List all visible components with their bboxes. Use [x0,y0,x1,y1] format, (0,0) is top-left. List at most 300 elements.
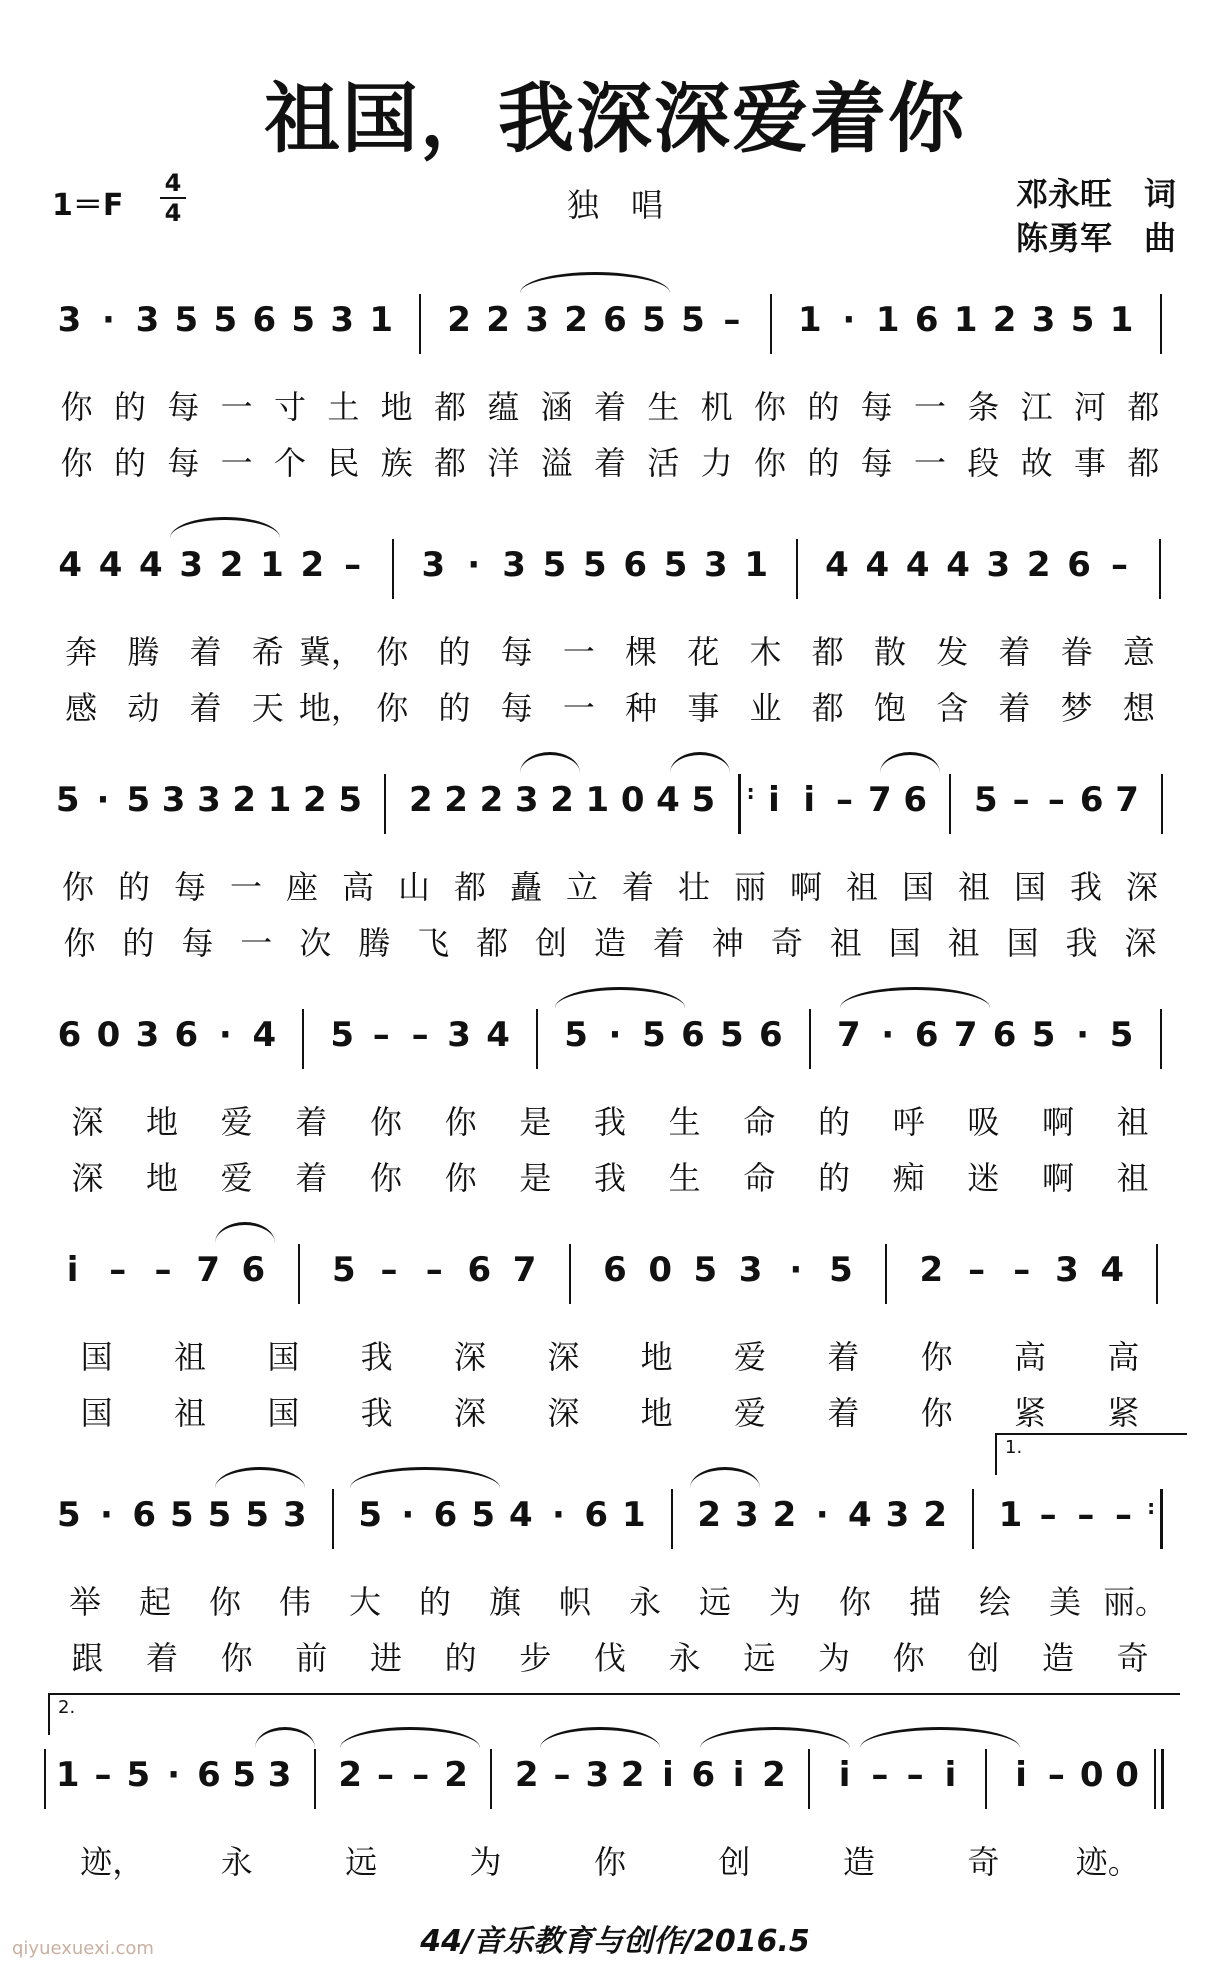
lyric-syllable: 每 [173,868,206,906]
barline [298,1244,300,1304]
lyric-syllable: 生 [647,388,680,426]
lyric-syllable: 爱 [220,1103,253,1141]
lyric-syllable: 的 [807,388,840,426]
lyric-syllable: 是 [519,1159,552,1197]
lyric-syllable: 土 [327,388,360,426]
note: – [836,780,854,820]
note: 2 [762,1755,786,1795]
note: 1 [953,300,978,340]
lyric-syllable: 深 [71,1159,104,1197]
lyric-syllable: 你 [838,1583,871,1621]
lyric-syllable: 着 [652,924,685,962]
barline [302,1009,304,1069]
lyric-syllable: 地 [380,388,413,426]
note: 6 [174,1015,199,1055]
lyric-syllable: 每 [860,388,893,426]
note: 2 [232,780,257,820]
lyric-syllable: 山 [397,868,430,906]
slur [170,517,280,538]
lyric-syllable: 着 [621,868,654,906]
note: – [376,1755,394,1795]
note-row [50,1250,1180,1300]
note: 5 [829,1250,853,1290]
lyric-syllable: 国 [80,1338,113,1376]
lyric-syllable: 的 [418,1583,451,1621]
note: 5 [56,1495,81,1535]
note: – [1115,1495,1132,1535]
barline [1159,539,1161,599]
note: 7 [196,1250,221,1290]
lyric-syllable: 造 [1041,1639,1074,1677]
lyric-syllable: 为 [817,1639,850,1677]
barline [1160,1009,1162,1069]
lyric-syllable: 深 [547,1338,580,1376]
lyric-syllable: 江 [1020,388,1053,426]
barline [770,294,772,354]
note: – [109,1250,127,1290]
lyric-syllable: 着 [295,1103,328,1141]
lyric-syllable: 国 [80,1394,113,1432]
barline [1161,1749,1164,1809]
barline [332,1489,334,1549]
lyric-syllable: 你 [376,633,409,671]
lyric-syllable: 你 [63,924,96,962]
note: 0 [96,1015,121,1055]
lyric-syllable: 我 [1069,868,1102,906]
lyric-syllable: 的 [438,633,471,671]
time-signature-bottom: 4 [164,199,182,227]
time-signature-top: 4 [164,169,182,197]
note: · [552,1495,565,1535]
note: 5 [720,1015,744,1055]
slur [690,1467,760,1488]
lyric-syllable: 壮 [677,868,710,906]
note: i [768,780,780,820]
lyric-syllable: 为 [768,1583,801,1621]
lyric-syllable: 深 [547,1394,580,1432]
note: 0 [1079,1755,1104,1795]
lyric-syllable: 永 [668,1639,701,1677]
lyric-syllable: 啊 [1041,1103,1074,1141]
note: 1 [267,780,292,820]
lyric-syllable: 冀， [298,633,363,671]
note: 4 [252,1015,277,1055]
lyric-syllable: 都 [453,868,486,906]
note: 3 [502,545,526,585]
note: 6 [603,300,627,340]
lyric-syllable: 机 [700,388,733,426]
lyric-syllable: 事 [1073,444,1106,482]
barline [809,1009,811,1069]
lyric-syllable: 动 [127,689,160,727]
note: 1 [875,300,900,340]
note: 4 [865,545,890,585]
note: 5 [564,1015,588,1055]
lyric-syllable: 散 [873,633,906,671]
note: 3 [734,1495,759,1535]
slur [215,1467,305,1488]
note: 3 [161,780,186,820]
note-row [50,1015,1180,1065]
note: 1 [260,545,284,585]
lyric-syllable: 伐 [593,1639,626,1677]
note: 6 [57,1015,82,1055]
lyric-syllable: 我 [593,1103,626,1141]
note: · [842,300,856,340]
note: i [662,1755,674,1795]
lyric-syllable: 造 [842,1843,875,1881]
barline [1154,1749,1156,1809]
lyric-syllable: 高 [1013,1338,1046,1376]
barline [1156,1244,1158,1304]
note: 3 [330,300,355,340]
lyric-syllable: 着 [145,1639,178,1677]
note: 7 [512,1250,537,1290]
lyric-syllable: 一 [562,633,595,671]
note: 7 [1115,780,1139,820]
note: 6 [467,1250,492,1290]
lyric-syllable: 丽 [733,868,766,906]
volta-number: 2. [58,1697,76,1718]
lyric-syllable: 你 [920,1338,953,1376]
note: 5 [330,1015,355,1055]
note: 5 [358,1495,382,1535]
lyric-syllable: 高 [1107,1338,1140,1376]
lyric-syllable: 腾 [127,633,160,671]
lyric-syllable: 着 [189,689,222,727]
lyric-syllable: 丽。 [1102,1583,1167,1621]
note: 6 [992,1015,1017,1055]
barline [1160,294,1162,354]
lyric-syllable: 进 [369,1639,402,1677]
note: · [401,1495,415,1535]
note: – [1012,780,1030,820]
slur [840,987,990,1008]
lyric-syllable: 美 [1048,1583,1081,1621]
lyric-syllable: 事 [687,689,720,727]
lyric-syllable: 旗 [488,1583,521,1621]
lyric-syllable: 都 [476,924,509,962]
lyric-syllable: 着 [827,1338,860,1376]
lyric-syllable: 你 [376,689,409,727]
note: 3 [135,300,160,340]
note: 2 [444,780,468,820]
performance-form: 独 唱 [566,186,663,224]
note: 6 [914,300,939,340]
lyric-syllable: 地， [298,689,363,727]
lyric-syllable: 创 [535,924,568,962]
note: 2 [303,780,327,820]
barline [490,1749,492,1809]
lyric-syllable: 木 [749,633,782,671]
note: 1 [1109,300,1134,340]
lyric-syllable: 国 [267,1394,300,1432]
note: 3 [738,1250,763,1290]
lyric-syllable: 着 [998,689,1031,727]
note: 2 [697,1495,721,1535]
lyric-syllable: 每 [860,444,893,482]
lyric-syllable: 起 [138,1583,171,1621]
lyric-syllable: 你 [61,868,94,906]
note: 5 [471,1495,495,1535]
lyric-syllable: 的 [807,444,840,482]
lyric-syllable: 奇 [1116,1639,1149,1677]
lyric-syllable: 的 [444,1639,477,1677]
note: – [94,1755,112,1795]
lyric-syllable: 深 [453,1394,486,1432]
lyric-syllable: 是 [519,1103,552,1141]
lyric-syllable: 一 [913,444,946,482]
note: · [218,1015,232,1055]
note: 5 [232,1755,257,1795]
lyric-syllable: 都 [811,689,844,727]
lyric-syllable: 绘 [978,1583,1011,1621]
lyric-syllable: 的 [817,1103,850,1141]
lyric-syllable: 我 [360,1394,393,1432]
lyric-syllable: 都 [1127,388,1160,426]
barline [1160,1489,1163,1549]
lyric-syllable: 深 [1124,924,1157,962]
lyric-syllable: 造 [593,924,626,962]
note: 5 [973,780,998,820]
lyric-syllable: 创 [967,1639,1000,1677]
note: – [411,1015,429,1055]
lyric-syllable: 每 [167,388,200,426]
watermark: qiyuexuexi.com [12,1938,154,1959]
lyric-syllable: 神 [711,924,744,962]
barline [738,774,741,834]
note: 3 [197,780,221,820]
lyric-syllable: 祖 [173,1338,206,1376]
note: 5 [691,780,716,820]
lyric-syllable: 你 [60,444,93,482]
lyric-syllable: 爱 [733,1338,766,1376]
repeat-dots: : [1147,1495,1156,1519]
lyric-syllable: 大 [348,1583,381,1621]
note: 6 [241,1250,266,1290]
lyric-syllable: 啊 [789,868,822,906]
volta-number: 1. [1005,1437,1023,1458]
lyric-syllable: 祖 [947,924,980,962]
lyric-syllable: 每 [500,689,533,727]
note: i [1015,1755,1027,1795]
note: 5 [169,1495,194,1535]
lyric-syllable: 爱 [220,1159,253,1197]
note: 4 [58,545,82,585]
lyric-syllable: 花 [687,633,720,671]
lyric-syllable: 飞 [417,924,450,962]
barline [536,1009,538,1069]
lyric-syllable: 步 [519,1639,552,1677]
note: · [467,545,481,585]
lyric-syllable: 着 [827,1394,860,1432]
note: – [154,1250,172,1290]
note: 0 [1115,1755,1139,1795]
note: 7 [836,1015,861,1055]
note: 6 [759,1015,783,1055]
note: 1 [998,1495,1023,1535]
note: 4 [825,545,849,585]
slur [520,272,670,293]
note: 4 [486,1015,510,1055]
lyric-syllable: 每 [500,633,533,671]
note: – [425,1250,443,1290]
lyric-syllable: 的 [113,388,146,426]
note: 3 [447,1015,471,1055]
note: 2 [564,300,588,340]
note: – [968,1250,986,1290]
lyric-syllable: 祖 [829,924,862,962]
lyric-syllable: 段 [967,444,1000,482]
note: – [1077,1495,1095,1535]
lyric-syllable: 你 [753,444,786,482]
note: – [380,1250,398,1290]
lyric-syllable: 涵 [540,388,573,426]
note: 2 [219,545,244,585]
lyric-syllable: 梦 [1060,689,1093,727]
lyric-syllable: 寸 [273,388,306,426]
lyric-syllable: 国 [888,924,921,962]
note: 5 [542,545,567,585]
lyric-syllable: 一 [562,689,595,727]
credits [1016,172,1176,260]
lyric-syllable: 奇 [967,1843,1000,1881]
note: – [412,1755,430,1795]
note: 1 [55,1755,80,1795]
lyric-syllable: 爱 [733,1394,766,1432]
slur [215,1222,275,1243]
lyric-syllable: 座 [285,868,318,906]
lyric-syllable: 创 [718,1843,751,1881]
note-row [50,1495,1180,1545]
note: 3 [525,300,549,340]
note: 3 [1055,1250,1079,1290]
lyric-syllable: 饱 [873,689,906,727]
lyric-syllable: 紧 [1013,1394,1046,1432]
note: 0 [620,780,645,820]
note: – [1047,780,1065,820]
lyric-syllable: 跟 [71,1639,104,1677]
note: 6 [903,780,927,820]
lyric-syllable: 你 [892,1639,925,1677]
note: i [944,1755,957,1795]
lyric-syllable: 每 [167,444,200,482]
composer: 陈勇军 曲 [1015,219,1176,257]
lyric-syllable: 举 [68,1583,101,1621]
barline [1161,774,1163,834]
note: 3 [57,300,82,340]
lyric-syllable: 啊 [1041,1159,1074,1197]
note: – [1110,545,1128,585]
footer-citation: 44/音乐教育与创作/2016.5 [420,1924,810,1959]
lyric-syllable: 描 [908,1583,941,1621]
note: · [1076,1015,1090,1055]
note: – [1039,1495,1057,1535]
lyric-syllable: 命 [743,1103,776,1141]
lyric-syllable: 棵 [625,633,658,671]
note: – [344,545,362,585]
lyric-syllable: 每 [181,924,214,962]
note: 4 [905,545,930,585]
note: 2 [923,1495,947,1535]
note: 7 [868,780,892,820]
lyric-syllable: 远 [345,1843,378,1881]
note: 3 [585,1755,610,1795]
lyric-syllable: 迷 [967,1159,1000,1197]
note: · [100,1495,113,1535]
note: 1 [797,300,822,340]
note: 6 [691,1755,716,1795]
lyric-syllable: 国 [1013,868,1046,906]
note: 3 [986,545,1011,585]
note: · [96,780,110,820]
lyric-syllable: 业 [749,689,782,727]
lyric-syllable: 蕴 [487,388,520,426]
note: 4 [1100,1250,1125,1290]
slur [350,1467,500,1488]
lyric-syllable: 深 [453,1338,486,1376]
note: 2 [550,780,574,820]
note: 5 [1109,1015,1134,1055]
lyric-syllable: 的 [122,924,155,962]
lyric-syllable: 迹， [80,1843,145,1881]
lyric-syllable: 深 [1125,868,1158,906]
lyric-syllable: 痴 [892,1159,925,1197]
lyric-syllable: 一 [220,388,253,426]
lyric-syllable: 活 [647,444,680,482]
note: · [881,1015,895,1055]
note: 1 [744,545,769,585]
lyric-syllable: 呼 [892,1103,925,1141]
lyric-syllable: 种 [625,689,658,727]
note: 4 [508,1495,533,1535]
note: – [553,1755,571,1795]
note: – [1047,1755,1065,1795]
lyric-syllable: 含 [936,689,969,727]
note: 6 [623,545,647,585]
lyric-syllable: 你 [444,1159,477,1197]
note: 4 [98,545,123,585]
note: i [732,1755,745,1795]
lyric-syllable: 腾 [358,924,391,962]
barline [392,539,394,599]
note: 4 [847,1495,872,1535]
lyric-syllable: 立 [565,868,598,906]
lyric-syllable: 你 [60,388,93,426]
note: – [906,1755,924,1795]
note: · [167,1755,181,1795]
barline [569,1244,571,1304]
note: 5 [338,780,362,820]
lyric-syllable: 你 [220,1639,253,1677]
lyric-syllable: 你 [369,1159,402,1197]
note: 5 [1031,1015,1056,1055]
lyric-syllable: 地 [145,1159,178,1197]
lyric-syllable: 矗 [509,868,542,906]
lyric-syllable: 你 [920,1394,953,1432]
lyric-syllable: 着 [593,444,626,482]
note: 6 [603,1250,627,1290]
note: 5 [582,545,607,585]
lyric-syllable: 你 [753,388,786,426]
lyric-syllable: 命 [743,1159,776,1197]
lyric-syllable: 你 [208,1583,241,1621]
note: 2 [620,1755,645,1795]
note: 2 [1026,545,1051,585]
lyric-syllable: 一 [913,388,946,426]
lyric-syllable: 想 [1122,689,1155,727]
lyric-syllable: 前 [295,1639,328,1677]
